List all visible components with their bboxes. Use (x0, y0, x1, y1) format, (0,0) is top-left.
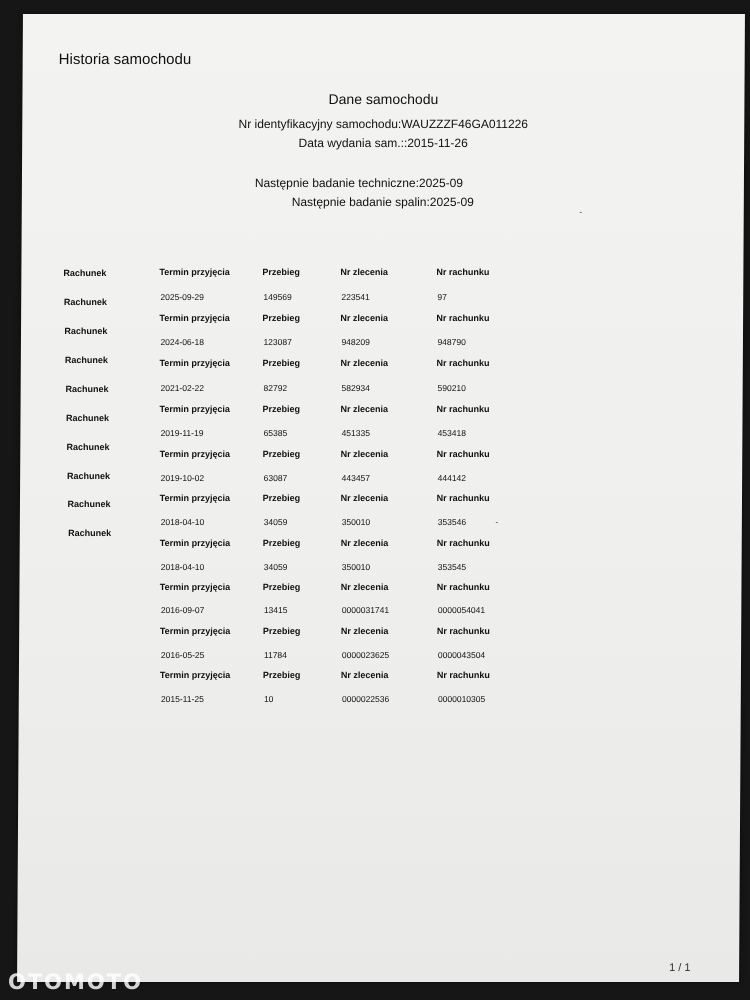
record-order-number: 0000023625 (341, 650, 390, 660)
header-przebieg: Przebieg (262, 313, 300, 323)
header-nr-rachunku: Nr rachunku (436, 267, 490, 277)
header-nr-rachunku: Nr rachunku (436, 449, 490, 459)
header-termin-przyjecia: Termin przyjęcia (159, 670, 231, 680)
header-przebieg: Przebieg (262, 626, 301, 636)
header-nr-rachunku: Nr rachunku (436, 493, 490, 503)
record-mileage: 10 (263, 694, 274, 704)
record-date: 2015-11-25 (160, 694, 204, 704)
record-mileage: 123087 (263, 337, 292, 347)
document-title: Historia samochodu (58, 51, 192, 68)
record-mileage: 149569 (263, 292, 292, 302)
record-invoice-number: 97 (437, 292, 447, 302)
invoice-label: Rachunek (64, 326, 108, 336)
header-przebieg: Przebieg (262, 670, 301, 680)
record-order-number: 582934 (341, 383, 370, 393)
invoice-label: Rachunek (67, 499, 111, 509)
header-nr-rachunku: Nr rachunku (436, 404, 490, 414)
record-invoice-number: 0000010305 (437, 694, 486, 704)
record-invoice-number: 353546 (437, 517, 467, 527)
record-invoice-number: 590210 (437, 383, 466, 393)
header-nr-zlecenia: Nr zlecenia (340, 626, 389, 636)
header-nr-rachunku: Nr rachunku (436, 538, 490, 548)
header-przebieg: Przebieg (262, 404, 301, 414)
header-przebieg: Przebieg (262, 358, 301, 368)
record-invoice-number: 453418 (437, 428, 467, 438)
header-termin-przyjecia: Termin przyjęcia (159, 449, 231, 459)
invoice-label: Rachunek (63, 268, 107, 278)
header-termin-przyjecia: Termin przyjęcia (159, 582, 231, 592)
invoice-label: Rachunek (63, 297, 107, 307)
record-order-number: 948209 (341, 337, 370, 347)
record-date: 2024-06-18 (160, 337, 204, 347)
header-nr-rachunku: Nr rachunku (436, 670, 490, 680)
header-nr-rachunku: Nr rachunku (436, 313, 490, 323)
header-termin-przyjecia: Termin przyjęcia (159, 404, 230, 414)
record-invoice-number: 0000054041 (437, 605, 486, 615)
record-order-number: 223541 (341, 292, 370, 302)
invoice-label: Rachunek (64, 355, 108, 365)
invoice-label: Rachunek (65, 413, 110, 423)
header-nr-rachunku: Nr rachunku (436, 358, 490, 368)
document-page (17, 14, 745, 982)
record-order-number: 443457 (341, 473, 371, 483)
invoice-label: Rachunek (66, 442, 110, 452)
header-termin-przyjecia: Termin przyjęcia (159, 313, 230, 323)
otomoto-watermark: OTOMOTO (8, 970, 143, 994)
header-przebieg: Przebieg (262, 267, 300, 277)
header-nr-zlecenia: Nr zlecenia (340, 358, 389, 368)
header-termin-przyjecia: Termin przyjęcia (159, 493, 231, 503)
issue-date-line: Data wydania sam.::2015-11-26 (298, 136, 468, 150)
paper-speck (496, 522, 498, 523)
header-termin-przyjecia: Termin przyjęcia (159, 626, 231, 636)
next-inspection-line: Następnie badanie techniczne:2025-09 (254, 176, 464, 190)
header-nr-rachunku: Nr rachunku (436, 582, 490, 592)
next-emission-line: Następnie badanie spalin:2025-09 (291, 195, 474, 209)
header-termin-przyjecia: Termin przyjęcia (159, 358, 230, 368)
record-date: 2019-11-19 (160, 428, 204, 438)
header-przebieg: Przebieg (262, 538, 301, 548)
vin-line: Nr identyfikacyjny samochodu:WAUZZZF46GA011226 (238, 117, 529, 131)
record-order-number: 350010 (341, 562, 371, 572)
record-order-number: 451335 (341, 428, 371, 438)
record-mileage: 65385 (263, 428, 288, 438)
header-nr-zlecenia: Nr zlecenia (340, 582, 389, 592)
record-invoice-number: 0000043504 (437, 650, 486, 660)
invoice-label: Rachunek (68, 528, 112, 538)
record-date: 2018-04-10 (160, 562, 205, 572)
vehicle-data-heading: Dane samochodu (328, 91, 439, 107)
paper-speck (580, 212, 582, 213)
record-invoice-number: 948790 (437, 337, 466, 347)
record-date: 2025-09-29 (160, 292, 204, 302)
header-nr-zlecenia: Nr zlecenia (340, 313, 389, 323)
record-mileage: 34059 (263, 562, 288, 572)
record-mileage: 82792 (263, 383, 288, 393)
record-invoice-number: 444142 (437, 473, 467, 483)
record-invoice-number: 353545 (437, 562, 467, 572)
record-mileage: 11784 (263, 650, 287, 660)
record-date: 2016-09-07 (160, 605, 205, 615)
record-mileage: 34059 (263, 517, 288, 527)
record-mileage: 13415 (263, 605, 288, 615)
header-przebieg: Przebieg (262, 493, 301, 503)
header-termin-przyjecia: Termin przyjęcia (159, 267, 230, 277)
header-nr-zlecenia: Nr zlecenia (340, 267, 388, 277)
record-date: 2021-02-22 (160, 383, 205, 393)
header-nr-zlecenia: Nr zlecenia (340, 449, 389, 459)
header-nr-zlecenia: Nr zlecenia (340, 538, 389, 548)
record-date: 2016-05-25 (160, 650, 205, 660)
record-order-number: 0000031741 (341, 605, 390, 615)
page-indicator: 1 / 1 (669, 962, 691, 974)
record-date: 2018-04-10 (160, 517, 205, 527)
header-nr-zlecenia: Nr zlecenia (340, 404, 389, 414)
record-mileage: 63087 (263, 473, 288, 483)
header-przebieg: Przebieg (262, 449, 301, 459)
header-nr-zlecenia: Nr zlecenia (340, 670, 389, 680)
header-termin-przyjecia: Termin przyjęcia (159, 538, 231, 548)
record-order-number: 350010 (341, 517, 371, 527)
record-date: 2019-10-02 (160, 473, 205, 483)
invoice-label: Rachunek (65, 384, 109, 394)
record-order-number: 0000022536 (341, 694, 390, 704)
invoice-label: Rachunek (66, 471, 111, 481)
header-nr-zlecenia: Nr zlecenia (340, 493, 389, 503)
header-przebieg: Przebieg (262, 582, 301, 592)
header-nr-rachunku: Nr rachunku (436, 626, 490, 636)
